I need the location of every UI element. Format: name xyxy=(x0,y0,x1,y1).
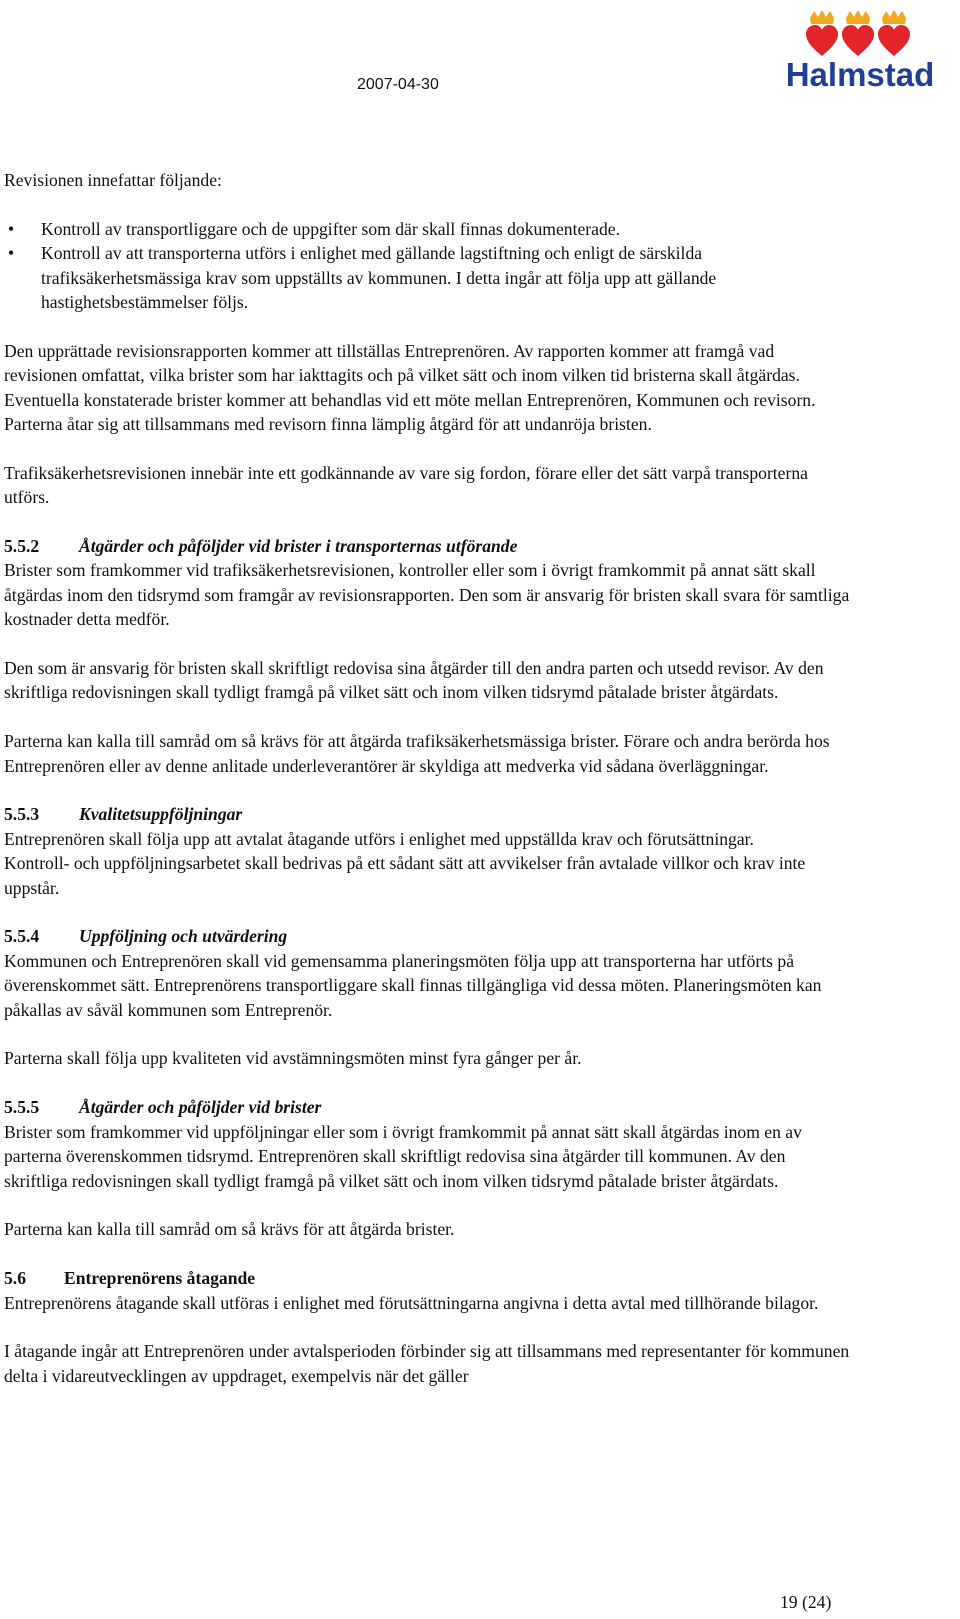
section-heading-5-6: 5.6 Entreprenörens åtagande xyxy=(4,1268,256,1289)
paragraph: Parterna kan kalla till samråd om så krävs för att åtgärda trafiksäkerhetsmässiga brister. Förare och andra berörda hos Entreprenören eller av denne anlitade underleverantörer är skyldiga att medverka vid sådana överläggningar. xyxy=(4,731,830,776)
bullet-icon: • xyxy=(8,243,15,264)
section-heading-5-5-4: 5.5.4 Uppföljning och utvärdering xyxy=(4,926,288,947)
paragraph: Den som är ansvarig för bristen skall skriftligt redovisa sina åtgärder till den andra parten och utsedd revisor. Av den skriftliga redovisningen skall tydligt framgå på vilket sätt och inom vilken tidsrymd påtalade brister åtgärdats. xyxy=(4,658,824,703)
paragraph: Parterna skall följa upp kvaliteten vid avstämningsmöten minst fyra gånger per år. xyxy=(4,1048,582,1069)
paragraph: Parterna kan kalla till samråd om så krävs för att åtgärda brister. xyxy=(4,1219,455,1240)
document-body xyxy=(4,168,850,1388)
paragraph: Den upprättade revisionsrapporten kommer att tillställas Entreprenören. Av rapporten kommer att framgå vad revisionen omfattat, vilka brister som har iakttagits och på vilket sätt och inom vilken tid bristerna skall åtgärdas. Eventuella konstaterade brister kommer att behandlas vid ett möte mellan Entreprenören, Kommunen och revisorn. Parterna åtar sig att tillsammans med revisorn finna lämplig åtgärd för att undanröja bristen. xyxy=(4,340,816,435)
list-item: • Kontroll av transportliggare och de uppgifter som där skall finnas dokumenterade. xyxy=(4,217,850,241)
bullet-icon: • xyxy=(8,218,15,239)
paragraph: Entreprenörens åtagande skall utföras i enlighet med förutsättningarna angivna i detta avtal med tillhörande bilagor. xyxy=(4,1292,819,1313)
paragraph: Trafiksäkerhetsrevisionen innebär inte ett godkännande av vare sig fordon, förare eller det sätt varpå transporterna utförs. xyxy=(4,462,808,508)
paragraph: Brister som framkommer vid uppföljningar eller som i övrigt framkommit på annat sätt skall åtgärdas inom en av parterna överenskommen tidsrymd. Entreprenören skall skriftligt redovisa sina åtgärder till kommunen. Av den skriftliga redovisningen skall tydligt framgå på vilket sätt och inom vilken tidsrymd påtalade brister åtgärdats. xyxy=(4,1121,802,1191)
intro-paragraph: Revisionen innefattar följande: xyxy=(4,170,222,190)
document-date: 2007-04-30 xyxy=(357,76,439,93)
section-heading-5-5-5: 5.5.5 Åtgärder och påföljder vid brister xyxy=(4,1097,322,1118)
paragraph: Entreprenören skall följa upp att avtalat åtagande utförs i enlighet med uppställda krav och förutsättningar. xyxy=(4,828,754,849)
revision-list xyxy=(4,217,850,315)
paragraph: Kommunen och Entreprenören skall vid gemensamma planeringsmöten följa upp att transporterna har utförts på överenskommet sätt. Entreprenörens transportliggare skall finnas tillgängliga vid dessa möten. Planeringsmöten kan påkallas av såväl kommunen som Entreprenör. xyxy=(4,950,822,1020)
halmstad-logo xyxy=(766,8,954,94)
page-number: 19 (24) xyxy=(780,1592,832,1612)
paragraph: Kontroll- och uppföljningsarbetet skall bedrivas på ett sådant sätt att avvikelser från avtalade villkor och krav inte uppstår. xyxy=(4,853,806,898)
list-item: • Kontroll av att transporterna utförs i enlighet med gällande lagstiftning och enligt de särskilda trafiksäkerhetsmässiga krav som uppställts av kommunen. I detta ingår att följa upp att gällande hastighetsbestämmelser följs. xyxy=(8,243,717,313)
logo-text: Halmstad xyxy=(785,56,935,93)
section-heading-5-5-2: 5.5.2 Åtgärder och påföljder vid brister i transporternas utförande xyxy=(4,536,518,557)
paragraph: Brister som framkommer vid trafiksäkerhetsrevisionen, kontroller eller som i övrigt framkommit på annat sätt skall åtgärdas inom den tidsrymd som framgår av revisionsrapporten. Den som är ansvarig för bristen skall svara för samtliga kostnader detta medför. xyxy=(4,560,850,630)
section-heading-5-5-3: 5.5.3 Kvalitetsuppföljningar xyxy=(4,804,243,825)
paragraph: I åtagande ingår att Entreprenören under avtalsperioden förbinder sig att tillsammans med representanter för kommunen delta i vidareutvecklingen av uppdraget, exempelvis när det gäller xyxy=(4,1341,850,1386)
